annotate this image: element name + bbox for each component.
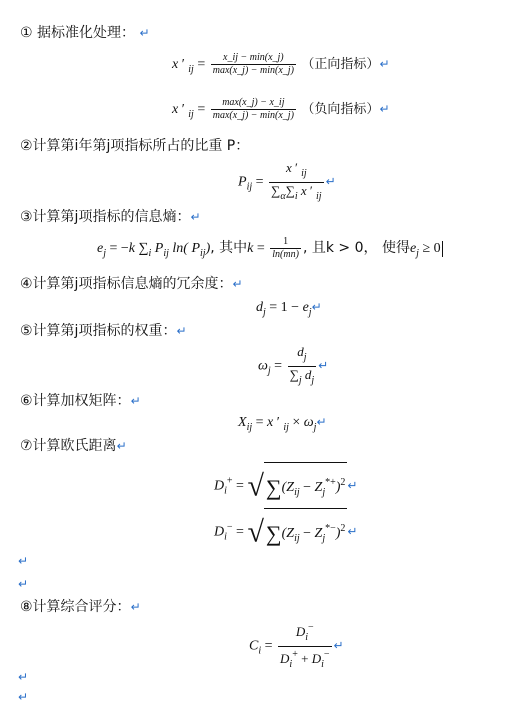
paragraph-mark-icon: ↵	[379, 57, 390, 71]
fraction-score-denominator: $D_i^+ + D_i^-$	[280, 649, 330, 670]
paragraph-mark-icon: ↵	[18, 554, 29, 568]
fraction-proportion-denominator: $\sum_\alpha\sum_i$ x ′ $_{ij}$	[271, 183, 322, 202]
fraction-positive-denominator: max(x_j) − min(x_j)	[212, 65, 294, 77]
equation-distance-positive: $D_i^+ = √\sum(Z_{ij} - Z_j^{*+})^2$ ↵	[214, 462, 357, 511]
equation-composite-score: $C_i$ = $\frac{D_i^-}{D_i^+ + D_i^-}$ ↵	[249, 620, 344, 673]
empty-paragraph	[18, 552, 28, 570]
step-6-heading	[20, 392, 141, 410]
paragraph-mark-icon: ↵	[139, 26, 150, 40]
paragraph-mark-icon: ↵	[18, 690, 29, 704]
step-6-text: ⑥计算加权矩阵：	[20, 393, 131, 409]
step-1-text: ① 据标准化处理：	[20, 25, 136, 41]
step-5-heading	[20, 322, 187, 340]
step-4-heading	[20, 275, 243, 293]
equation-positive-standardization: x ′ $_{ij}$ = $\frac{x\_ij - \min(x\_j)}{\max(x\_j) - \min(x\_j)}$ （正向指标）↵	[172, 52, 390, 77]
paragraph-mark-icon: ↵	[316, 415, 327, 429]
step-8-text: ⑧计算综合评分：	[20, 599, 131, 615]
text-cursor	[442, 241, 443, 257]
paragraph-mark-icon: ↵	[176, 324, 187, 338]
equation-distance-negative: $D_i^- = √\sum(Z_{ij} - Z_j^{*-})^2$ ↵	[214, 508, 357, 557]
positive-indicator-note: （正向指标）	[301, 57, 380, 72]
step-2-text: ②计算第i年第j项指标所占的比重 P：	[20, 138, 250, 154]
empty-paragraph	[18, 575, 28, 593]
equation-negative-standardization: x ′ $_{ij}$ = $\frac{\max(x\_j) - x\_ij}{\max(x\_j) - \min(x\_j)}$ （负向指标）↵	[172, 97, 390, 122]
fraction-positive-numerator: x_ij − min(x_j)	[211, 52, 296, 65]
fraction-proportion	[269, 160, 324, 205]
step-1-heading	[20, 24, 150, 42]
equation-proportion: $P_{ij}$ = $\frac{x ' _{ij}}{\sum_\alpha\sum_i x ' _{ij}}$ ↵	[238, 160, 336, 205]
sqrt-positive: $√\sum(Z_{ij} - Z_j^{*+})^2$	[247, 462, 347, 511]
fraction-k	[270, 236, 301, 261]
step-7-text: ⑦计算欧氏距离	[20, 438, 117, 454]
entropy-condition-text: , 且k > 0， 使得	[302, 240, 410, 256]
paragraph-mark-icon: ↵	[333, 638, 344, 653]
paragraph-mark-icon: ↵	[347, 478, 358, 493]
step-2-heading	[20, 137, 249, 155]
step-7-heading	[20, 437, 127, 455]
fraction-score	[278, 620, 331, 673]
paragraph-mark-icon: ↵	[18, 670, 29, 684]
paragraph-mark-icon: ↵	[347, 524, 358, 539]
paragraph-mark-icon: ↵	[190, 210, 201, 224]
paragraph-mark-icon: ↵	[379, 102, 390, 116]
paragraph-mark-icon: ↵	[232, 277, 243, 291]
empty-paragraph	[18, 688, 28, 706]
step-8-heading	[20, 598, 141, 616]
empty-paragraph	[18, 668, 28, 686]
fraction-negative	[211, 97, 296, 122]
paragraph-mark-icon: ↵	[325, 174, 336, 189]
equation-weighted-matrix: $X_{ij} = x$ ′ $_{ij} \times \omega_j↵$	[238, 415, 327, 433]
fraction-score-numerator: $D_i^-$	[278, 620, 331, 647]
fraction-weight-denominator: $\sum_j$ $d_j$	[289, 367, 315, 386]
sqrt-negative: $√\sum(Z_{ij} - Z_j^{*-})^2$	[247, 508, 347, 557]
fraction-weight	[288, 344, 317, 389]
fraction-k-denominator: ln(mn)	[272, 249, 299, 261]
paragraph-mark-icon: ↵	[130, 600, 141, 614]
equation-redundancy: $d_j = 1$ − $e_j↵$	[256, 300, 322, 318]
paragraph-mark-icon: ↵	[18, 577, 29, 591]
fraction-weight-numerator: $d_j$	[288, 344, 317, 367]
fraction-positive	[211, 52, 296, 77]
step-4-text: ④计算第j项指标信息熵的冗余度：	[20, 276, 233, 292]
fraction-proportion-numerator: x ′ $_{ij}$	[269, 160, 324, 183]
fraction-k-numerator: 1	[270, 236, 301, 249]
paragraph-mark-icon: ↵	[318, 358, 329, 373]
equation-weight: $\omega_j$ = $\frac{d_j}{\sum_j d_j}$ ↵	[258, 344, 328, 392]
negative-indicator-note: （负向指标）	[301, 102, 380, 117]
equation-entropy: $e_j = -k$ $\sum_i$ $P_{ij}$ ln( $P_{ij}$), 其中k = $\frac{1}{\ln(mn)}$ , 且k > 0， 使得$e_j \ge 0$	[97, 236, 441, 261]
paragraph-mark-icon: ↵	[116, 439, 127, 453]
fraction-negative-denominator: max(x_j) − min(x_j)	[212, 110, 294, 122]
fraction-negative-numerator: max(x_j) − x_ij	[211, 97, 296, 110]
step-5-text: ⑤计算第j项指标的权重：	[20, 323, 177, 339]
paragraph-mark-icon: ↵	[311, 300, 322, 314]
step-3-heading	[20, 208, 201, 226]
step-3-text: ③计算第j项指标的信息熵：	[20, 209, 191, 225]
paragraph-mark-icon: ↵	[130, 394, 141, 408]
entropy-where-text: , 其中	[210, 240, 248, 256]
